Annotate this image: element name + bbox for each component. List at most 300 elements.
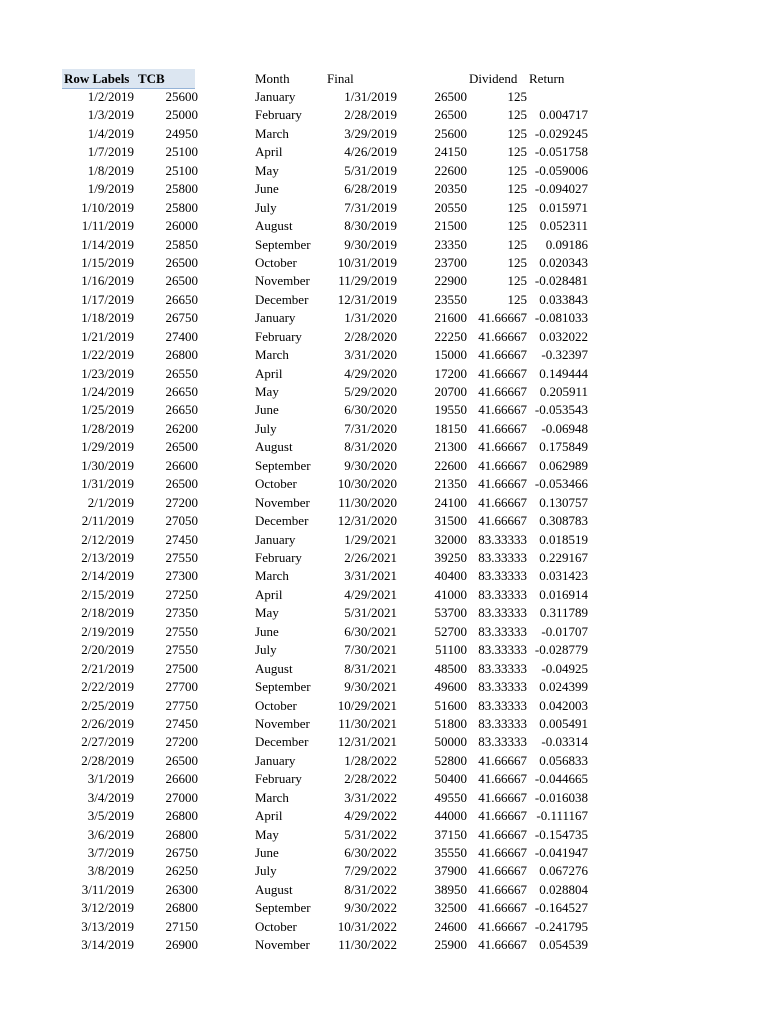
price-cell[interactable]: 25600 (434, 125, 467, 141)
final-date-cell[interactable]: 4/29/2022 (344, 808, 397, 824)
price-cell[interactable]: 15000 (434, 347, 467, 363)
price-cell[interactable]: 39250 (434, 550, 467, 565)
price-cell[interactable]: 49550 (434, 789, 467, 805)
month-cell[interactable]: February (255, 550, 302, 565)
date-cell[interactable]: 1/9/2019 (87, 181, 134, 197)
date-cell[interactable]: 1/18/2019 (81, 310, 134, 326)
return-cell[interactable]: -0.03314 (541, 734, 588, 750)
final-header[interactable]: Final (327, 71, 354, 86)
final-date-cell[interactable]: 12/31/2019 (337, 291, 397, 307)
final-date-cell[interactable]: 10/31/2022 (337, 918, 397, 934)
return-cell[interactable]: -0.111167 (536, 808, 588, 824)
dividend-header[interactable]: Dividend (469, 71, 518, 86)
tcb-cell[interactable]: 27450 (165, 715, 198, 731)
dividend-cell[interactable]: 41.66667 (478, 808, 527, 824)
month-cell[interactable]: October (255, 697, 297, 713)
dividend-cell[interactable]: 41.66667 (478, 918, 527, 934)
return-cell[interactable]: 0.205911 (539, 384, 588, 400)
return-header[interactable]: Return (529, 71, 565, 86)
final-date-cell[interactable]: 11/29/2019 (338, 273, 397, 289)
return-cell[interactable]: 0.020343 (539, 254, 588, 270)
price-cell[interactable]: 48500 (434, 660, 467, 676)
price-cell[interactable]: 23550 (434, 291, 467, 307)
dividend-cell[interactable]: 41.66667 (478, 420, 527, 436)
price-cell[interactable]: 35550 (434, 845, 467, 861)
tcb-cell[interactable]: 27200 (165, 734, 198, 750)
dividend-cell[interactable]: 41.66667 (478, 384, 527, 400)
final-date-cell[interactable]: 9/30/2022 (344, 900, 397, 916)
date-cell[interactable]: 2/12/2019 (81, 531, 134, 547)
price-cell[interactable]: 51600 (434, 697, 467, 713)
month-cell[interactable]: December (255, 513, 309, 529)
final-date-cell[interactable]: 12/31/2021 (337, 734, 397, 750)
final-date-cell[interactable]: 9/30/2019 (344, 236, 397, 252)
tcb-cell[interactable]: 27150 (165, 918, 198, 934)
date-cell[interactable]: 1/3/2019 (87, 107, 134, 123)
return-cell[interactable]: 0.015971 (539, 199, 588, 215)
month-cell[interactable]: July (255, 199, 277, 215)
price-cell[interactable]: 51800 (434, 715, 467, 731)
return-cell[interactable]: 0.032022 (539, 328, 588, 344)
dividend-cell[interactable]: 125 (507, 273, 527, 289)
month-cell[interactable]: November (255, 273, 310, 289)
date-cell[interactable]: 2/18/2019 (81, 605, 134, 621)
price-cell[interactable]: 21350 (434, 476, 467, 492)
return-cell[interactable]: 0.056833 (539, 752, 588, 768)
return-cell[interactable]: -0.04925 (541, 660, 588, 676)
tcb-cell[interactable]: 26300 (165, 881, 198, 897)
dividend-cell[interactable]: 41.66667 (478, 328, 527, 344)
tcb-cell[interactable]: 26500 (165, 254, 198, 270)
return-cell[interactable]: -0.154735 (534, 826, 588, 842)
return-cell[interactable]: 0.229167 (539, 550, 588, 565)
return-cell[interactable]: 0.016914 (539, 586, 588, 602)
tcb-cell[interactable]: 27750 (165, 697, 198, 713)
month-cell[interactable]: February (255, 107, 302, 123)
return-cell[interactable]: -0.016038 (534, 789, 588, 805)
month-cell[interactable]: August (255, 881, 293, 897)
date-cell[interactable]: 1/4/2019 (87, 125, 134, 141)
return-cell[interactable]: 0.062989 (539, 457, 588, 473)
price-cell[interactable]: 32000 (434, 531, 467, 547)
month-cell[interactable]: March (255, 568, 289, 584)
date-cell[interactable]: 1/24/2019 (81, 384, 134, 400)
final-date-cell[interactable]: 5/31/2021 (344, 605, 397, 621)
date-cell[interactable]: 2/20/2019 (81, 642, 134, 658)
month-cell[interactable]: December (255, 291, 309, 307)
return-cell[interactable]: 0.028804 (539, 881, 588, 897)
date-cell[interactable]: 1/30/2019 (81, 457, 134, 473)
row-labels-header[interactable]: Row Labels (64, 71, 130, 86)
tcb-cell[interactable]: 26800 (165, 347, 198, 363)
final-date-cell[interactable]: 7/30/2021 (344, 642, 397, 658)
price-cell[interactable]: 17200 (434, 365, 467, 381)
tcb-cell[interactable]: 27350 (165, 605, 198, 621)
price-cell[interactable]: 21600 (434, 310, 467, 326)
dividend-cell[interactable]: 83.33333 (478, 697, 527, 713)
tcb-cell[interactable]: 25100 (165, 144, 198, 160)
price-cell[interactable]: 22600 (434, 457, 467, 473)
month-cell[interactable]: September (255, 236, 311, 252)
month-cell[interactable]: March (255, 789, 289, 805)
date-cell[interactable]: 3/11/2019 (81, 881, 134, 897)
date-cell[interactable]: 1/16/2019 (81, 273, 134, 289)
dividend-cell[interactable]: 41.66667 (478, 771, 527, 787)
dividend-cell[interactable]: 83.33333 (478, 623, 527, 639)
date-cell[interactable]: 1/15/2019 (81, 254, 134, 270)
dividend-cell[interactable]: 41.66667 (478, 439, 527, 455)
month-cell[interactable]: April (255, 808, 283, 824)
price-cell[interactable]: 44000 (434, 808, 467, 824)
price-cell[interactable]: 23700 (434, 254, 467, 270)
date-cell[interactable]: 1/22/2019 (81, 347, 134, 363)
tcb-cell[interactable]: 26600 (165, 457, 198, 473)
return-cell[interactable]: 0.018519 (539, 531, 588, 547)
tcb-cell[interactable]: 26500 (165, 476, 198, 492)
dividend-cell[interactable]: 125 (507, 107, 527, 123)
tcb-cell[interactable]: 24950 (165, 125, 198, 141)
date-cell[interactable]: 2/19/2019 (81, 623, 134, 639)
final-date-cell[interactable]: 6/28/2019 (344, 181, 397, 197)
return-cell[interactable]: -0.051758 (534, 144, 588, 160)
dividend-cell[interactable]: 125 (507, 89, 527, 104)
final-date-cell[interactable]: 8/31/2022 (344, 881, 397, 897)
date-cell[interactable]: 2/25/2019 (81, 697, 134, 713)
final-date-cell[interactable]: 4/29/2021 (344, 586, 397, 602)
return-cell[interactable]: 0.09186 (545, 236, 588, 252)
tcb-cell[interactable]: 27000 (165, 789, 198, 805)
price-cell[interactable]: 24150 (434, 144, 467, 160)
tcb-cell[interactable]: 26750 (165, 310, 198, 326)
final-date-cell[interactable]: 10/29/2021 (337, 697, 397, 713)
return-cell[interactable]: -0.053543 (534, 402, 588, 418)
tcb-cell[interactable]: 26650 (165, 384, 198, 400)
price-cell[interactable]: 26500 (434, 107, 467, 123)
final-date-cell[interactable]: 9/30/2021 (344, 679, 397, 695)
dividend-cell[interactable]: 41.66667 (478, 494, 527, 510)
price-cell[interactable]: 24100 (434, 494, 467, 510)
tcb-cell[interactable]: 27300 (165, 568, 198, 584)
month-cell[interactable]: February (255, 328, 302, 344)
tcb-cell[interactable]: 26800 (165, 808, 198, 824)
tcb-cell[interactable]: 26500 (165, 439, 198, 455)
return-cell[interactable]: -0.041947 (534, 845, 588, 861)
return-cell[interactable]: 0.004717 (539, 107, 588, 123)
tcb-cell[interactable]: 26650 (165, 402, 198, 418)
final-date-cell[interactable]: 12/31/2020 (337, 513, 397, 529)
return-cell[interactable]: 0.005491 (539, 715, 588, 731)
dividend-cell[interactable]: 41.66667 (478, 476, 527, 492)
price-cell[interactable]: 37900 (434, 863, 467, 879)
price-cell[interactable]: 22600 (434, 162, 467, 178)
final-date-cell[interactable]: 1/31/2019 (344, 89, 397, 104)
final-date-cell[interactable]: 2/26/2021 (344, 550, 397, 565)
final-date-cell[interactable]: 11/30/2020 (338, 494, 397, 510)
date-cell[interactable]: 3/4/2019 (87, 789, 134, 805)
return-cell[interactable]: -0.053466 (534, 476, 588, 492)
month-cell[interactable]: October (255, 918, 297, 934)
tcb-cell[interactable]: 26500 (165, 273, 198, 289)
final-date-cell[interactable]: 10/30/2020 (337, 476, 397, 492)
tcb-cell[interactable]: 27700 (165, 679, 198, 695)
dividend-cell[interactable]: 125 (507, 236, 527, 252)
tcb-cell[interactable]: 26650 (165, 291, 198, 307)
month-cell[interactable]: June (255, 845, 279, 861)
final-date-cell[interactable]: 11/30/2021 (338, 715, 397, 731)
tcb-cell[interactable]: 27200 (165, 494, 198, 510)
date-cell[interactable]: 1/25/2019 (81, 402, 134, 418)
date-cell[interactable]: 2/26/2019 (81, 715, 134, 731)
dividend-cell[interactable]: 41.66667 (478, 900, 527, 916)
return-cell[interactable]: -0.044665 (534, 771, 588, 787)
return-cell[interactable]: -0.028779 (534, 642, 588, 658)
price-cell[interactable]: 22250 (434, 328, 467, 344)
return-cell[interactable]: 0.024399 (539, 679, 588, 695)
tcb-cell[interactable]: 26500 (165, 752, 198, 768)
return-cell[interactable]: -0.06948 (541, 420, 588, 436)
final-date-cell[interactable]: 3/31/2021 (344, 568, 397, 584)
dividend-cell[interactable]: 83.33333 (478, 679, 527, 695)
price-cell[interactable]: 20550 (434, 199, 467, 215)
month-cell[interactable]: September (255, 457, 311, 473)
date-cell[interactable]: 1/14/2019 (81, 236, 134, 252)
tcb-cell[interactable]: 26250 (165, 863, 198, 879)
dividend-cell[interactable]: 125 (507, 181, 527, 197)
month-cell[interactable]: August (255, 439, 293, 455)
tcb-cell[interactable]: 27400 (165, 328, 198, 344)
date-cell[interactable]: 3/6/2019 (87, 826, 134, 842)
month-header[interactable]: Month (255, 71, 290, 86)
tcb-cell[interactable]: 26000 (165, 218, 198, 234)
final-date-cell[interactable]: 5/31/2022 (344, 826, 397, 842)
tcb-cell[interactable]: 26600 (165, 771, 198, 787)
price-cell[interactable]: 25900 (434, 937, 467, 953)
month-cell[interactable]: October (255, 254, 297, 270)
month-cell[interactable]: May (255, 826, 279, 842)
dividend-cell[interactable]: 125 (507, 125, 527, 141)
dividend-cell[interactable]: 83.33333 (478, 715, 527, 731)
tcb-cell[interactable]: 26750 (165, 845, 198, 861)
tcb-cell[interactable]: 25000 (165, 107, 198, 123)
dividend-cell[interactable]: 125 (507, 199, 527, 215)
final-date-cell[interactable]: 3/31/2022 (344, 789, 397, 805)
return-cell[interactable]: -0.094027 (534, 181, 588, 197)
dividend-cell[interactable]: 41.66667 (478, 310, 527, 326)
month-cell[interactable]: July (255, 642, 277, 658)
dividend-cell[interactable]: 41.66667 (478, 347, 527, 363)
date-cell[interactable]: 3/1/2019 (87, 771, 134, 787)
dividend-cell[interactable]: 41.66667 (478, 457, 527, 473)
price-cell[interactable]: 24600 (434, 918, 467, 934)
month-cell[interactable]: November (255, 937, 310, 953)
price-cell[interactable]: 49600 (434, 679, 467, 695)
price-cell[interactable]: 40400 (434, 568, 467, 584)
date-cell[interactable]: 2/13/2019 (81, 550, 134, 565)
dividend-cell[interactable]: 41.66667 (478, 826, 527, 842)
tcb-cell[interactable]: 25800 (165, 181, 198, 197)
final-date-cell[interactable]: 1/29/2021 (344, 531, 397, 547)
date-cell[interactable]: 3/12/2019 (81, 900, 134, 916)
final-date-cell[interactable]: 10/31/2019 (337, 254, 397, 270)
final-date-cell[interactable]: 2/28/2019 (344, 107, 397, 123)
month-cell[interactable]: April (255, 365, 283, 381)
dividend-cell[interactable]: 41.66667 (478, 752, 527, 768)
month-cell[interactable]: April (255, 144, 283, 160)
date-cell[interactable]: 1/17/2019 (81, 291, 134, 307)
dividend-cell[interactable]: 41.66667 (478, 365, 527, 381)
price-cell[interactable]: 31500 (434, 513, 467, 529)
tcb-cell[interactable]: 27550 (165, 642, 198, 658)
price-cell[interactable]: 38950 (434, 881, 467, 897)
dividend-cell[interactable]: 125 (507, 144, 527, 160)
date-cell[interactable]: 1/2/2019 (87, 89, 134, 104)
final-date-cell[interactable]: 1/28/2022 (344, 752, 397, 768)
price-cell[interactable]: 32500 (434, 900, 467, 916)
month-cell[interactable]: January (255, 310, 296, 326)
price-cell[interactable]: 20350 (434, 181, 467, 197)
date-cell[interactable]: 1/23/2019 (81, 365, 134, 381)
month-cell[interactable]: November (255, 494, 310, 510)
date-cell[interactable]: 1/28/2019 (81, 420, 134, 436)
dividend-cell[interactable]: 41.66667 (478, 937, 527, 953)
date-cell[interactable]: 2/27/2019 (81, 734, 134, 750)
tcb-cell[interactable]: 27550 (165, 550, 198, 565)
month-cell[interactable]: May (255, 162, 279, 178)
tcb-cell[interactable]: 27450 (165, 531, 198, 547)
return-cell[interactable]: 0.149444 (539, 365, 588, 381)
return-cell[interactable]: -0.059006 (534, 162, 588, 178)
price-cell[interactable]: 21500 (434, 218, 467, 234)
return-cell[interactable]: 0.175849 (539, 439, 588, 455)
dividend-cell[interactable]: 41.66667 (478, 863, 527, 879)
return-cell[interactable]: 0.308783 (539, 513, 588, 529)
dividend-cell[interactable]: 41.66667 (478, 881, 527, 897)
month-cell[interactable]: May (255, 384, 279, 400)
price-cell[interactable]: 50000 (434, 734, 467, 750)
date-cell[interactable]: 2/15/2019 (81, 586, 134, 602)
tcb-cell[interactable]: 26800 (165, 826, 198, 842)
dividend-cell[interactable]: 83.33333 (478, 660, 527, 676)
final-date-cell[interactable]: 3/29/2019 (344, 125, 397, 141)
final-date-cell[interactable]: 6/30/2021 (344, 623, 397, 639)
tcb-cell[interactable]: 26800 (165, 900, 198, 916)
tcb-cell[interactable]: 25100 (165, 162, 198, 178)
dividend-cell[interactable]: 41.66667 (478, 402, 527, 418)
dividend-cell[interactable]: 83.33333 (478, 531, 527, 547)
month-cell[interactable]: June (255, 402, 279, 418)
date-cell[interactable]: 1/31/2019 (81, 476, 134, 492)
tcb-cell[interactable]: 27500 (165, 660, 198, 676)
return-cell[interactable]: 0.311789 (539, 605, 588, 621)
dividend-cell[interactable]: 41.66667 (478, 789, 527, 805)
dividend-cell[interactable]: 83.33333 (478, 734, 527, 750)
final-date-cell[interactable]: 8/31/2021 (344, 660, 397, 676)
date-cell[interactable]: 3/14/2019 (81, 937, 134, 953)
price-cell[interactable]: 41000 (434, 586, 467, 602)
date-cell[interactable]: 2/22/2019 (81, 679, 134, 695)
month-cell[interactable]: July (255, 863, 277, 879)
tcb-cell[interactable]: 25800 (165, 199, 198, 215)
price-cell[interactable]: 19550 (434, 402, 467, 418)
final-date-cell[interactable]: 1/31/2020 (344, 310, 397, 326)
return-cell[interactable]: -0.164527 (534, 900, 588, 916)
month-cell[interactable]: January (255, 752, 296, 768)
price-cell[interactable]: 50400 (434, 771, 467, 787)
price-cell[interactable]: 18150 (434, 420, 467, 436)
dividend-cell[interactable]: 83.33333 (478, 550, 527, 565)
date-cell[interactable]: 2/1/2019 (87, 494, 134, 510)
tcb-cell[interactable]: 27250 (165, 586, 198, 602)
return-cell[interactable]: 0.130757 (539, 494, 588, 510)
date-cell[interactable]: 2/28/2019 (81, 752, 134, 768)
date-cell[interactable]: 3/13/2019 (81, 918, 134, 934)
tcb-cell[interactable]: 26200 (165, 420, 198, 436)
month-cell[interactable]: April (255, 586, 283, 602)
date-cell[interactable]: 1/7/2019 (87, 144, 134, 160)
price-cell[interactable]: 53700 (434, 605, 467, 621)
date-cell[interactable]: 1/8/2019 (87, 162, 134, 178)
month-cell[interactable]: February (255, 771, 302, 787)
return-cell[interactable]: -0.028481 (534, 273, 588, 289)
date-cell[interactable]: 1/11/2019 (81, 218, 134, 234)
month-cell[interactable]: September (255, 679, 311, 695)
date-cell[interactable]: 2/11/2019 (81, 513, 134, 529)
date-cell[interactable]: 1/10/2019 (81, 199, 134, 215)
final-date-cell[interactable]: 7/29/2022 (344, 863, 397, 879)
tcb-cell[interactable]: 26550 (165, 365, 198, 381)
month-cell[interactable]: October (255, 476, 297, 492)
month-cell[interactable]: November (255, 715, 310, 731)
final-date-cell[interactable]: 3/31/2020 (344, 347, 397, 363)
dividend-cell[interactable]: 125 (507, 162, 527, 178)
date-cell[interactable]: 1/21/2019 (81, 328, 134, 344)
return-cell[interactable]: 0.067276 (539, 863, 588, 879)
final-date-cell[interactable]: 8/31/2020 (344, 439, 397, 455)
final-date-cell[interactable]: 6/30/2022 (344, 845, 397, 861)
final-date-cell[interactable]: 9/30/2020 (344, 457, 397, 473)
final-date-cell[interactable]: 5/29/2020 (344, 384, 397, 400)
tcb-cell[interactable]: 27550 (165, 623, 198, 639)
return-cell[interactable]: 0.054539 (539, 937, 588, 953)
date-cell[interactable]: 3/7/2019 (87, 845, 134, 861)
return-cell[interactable]: -0.241795 (534, 918, 588, 934)
month-cell[interactable]: March (255, 125, 289, 141)
dividend-cell[interactable]: 83.33333 (478, 568, 527, 584)
dividend-cell[interactable]: 125 (507, 291, 527, 307)
price-cell[interactable]: 37150 (434, 826, 467, 842)
final-date-cell[interactable]: 2/28/2020 (344, 328, 397, 344)
tcb-cell[interactable]: 27050 (165, 513, 198, 529)
return-cell[interactable]: 0.033843 (539, 291, 588, 307)
final-date-cell[interactable]: 6/30/2020 (344, 402, 397, 418)
dividend-cell[interactable]: 83.33333 (478, 586, 527, 602)
final-date-cell[interactable]: 7/31/2020 (344, 420, 397, 436)
return-cell[interactable]: -0.01707 (541, 623, 588, 639)
price-cell[interactable]: 52700 (434, 623, 467, 639)
date-cell[interactable]: 1/29/2019 (81, 439, 134, 455)
final-date-cell[interactable]: 4/26/2019 (344, 144, 397, 160)
date-cell[interactable]: 2/21/2019 (81, 660, 134, 676)
month-cell[interactable]: July (255, 420, 277, 436)
return-cell[interactable]: -0.081033 (534, 310, 588, 326)
final-date-cell[interactable]: 8/30/2019 (344, 218, 397, 234)
date-cell[interactable]: 3/5/2019 (87, 808, 134, 824)
date-cell[interactable]: 2/14/2019 (81, 568, 134, 584)
return-cell[interactable]: -0.32397 (541, 347, 588, 363)
month-cell[interactable]: January (255, 531, 296, 547)
price-cell[interactable]: 20700 (434, 384, 467, 400)
month-cell[interactable]: August (255, 218, 293, 234)
